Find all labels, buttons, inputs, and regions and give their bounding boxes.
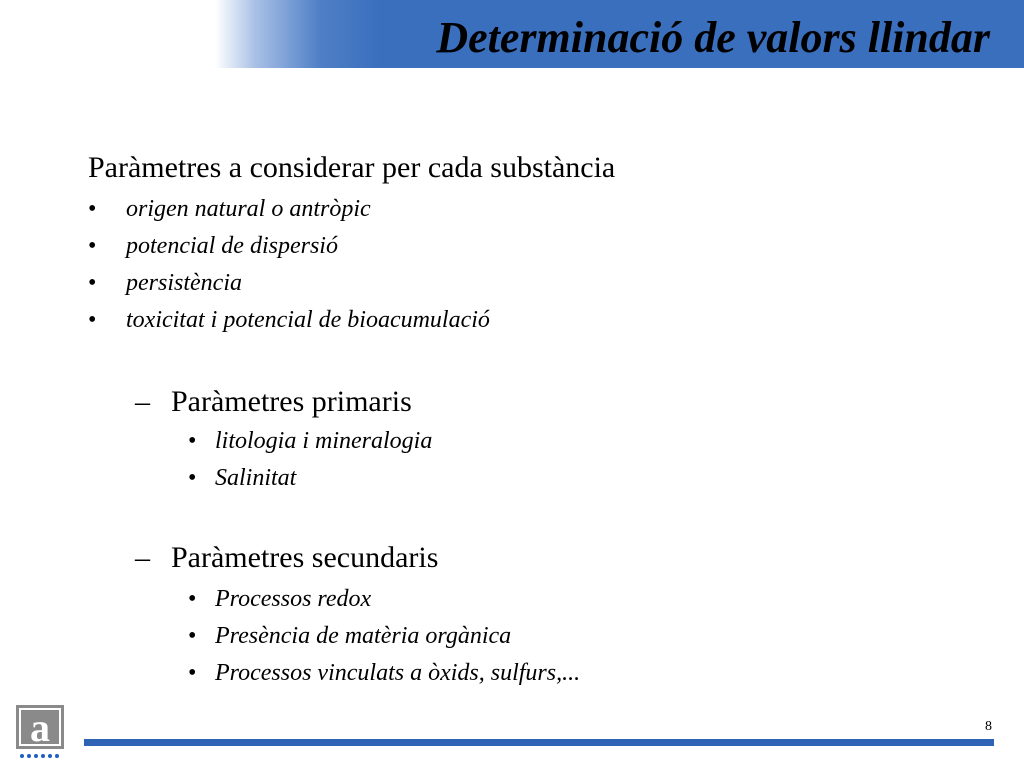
title-bar bbox=[0, 0, 1024, 68]
list-item-text: Salinitat bbox=[215, 465, 297, 491]
bullet-icon: • bbox=[88, 196, 97, 222]
list-item-text: Processos redox bbox=[215, 586, 372, 612]
bullet-icon: • bbox=[188, 465, 197, 491]
list-item bbox=[88, 194, 490, 231]
content-heading: Paràmetres a considerar per cada substància bbox=[88, 151, 616, 184]
list-item-text: Processos vinculats a òxids, sulfurs,... bbox=[215, 660, 581, 686]
section-label: Paràmetres primaris bbox=[171, 385, 412, 418]
list-item bbox=[188, 426, 432, 463]
list-item bbox=[88, 305, 490, 342]
section-secondary-heading bbox=[135, 538, 438, 578]
bullet-icon: • bbox=[188, 586, 197, 612]
list-item bbox=[188, 463, 432, 500]
list-item bbox=[188, 658, 580, 695]
bullet-icon: • bbox=[188, 428, 197, 454]
list-item-text: Presència de matèria orgànica bbox=[215, 623, 512, 649]
section-label: Paràmetres secundaris bbox=[171, 541, 439, 574]
list-item-text: origen natural o antròpic bbox=[126, 196, 371, 222]
dash-icon: – bbox=[135, 541, 150, 574]
dash-icon: – bbox=[135, 385, 150, 418]
bullet-icon: • bbox=[88, 270, 97, 296]
page-number: 8 bbox=[985, 719, 992, 734]
parameter-list bbox=[88, 194, 490, 342]
list-item bbox=[188, 584, 580, 621]
primary-parameter-list bbox=[188, 426, 432, 500]
list-item-text: toxicitat i potencial de bioacumulació bbox=[126, 307, 490, 333]
list-item-text: litologia i mineralogia bbox=[215, 428, 433, 454]
bullet-icon: • bbox=[88, 233, 97, 259]
section-primary-heading bbox=[135, 382, 412, 422]
footer-divider bbox=[84, 739, 994, 746]
list-item-text: persistència bbox=[126, 270, 242, 296]
bullet-icon: • bbox=[188, 660, 197, 686]
secondary-parameter-list bbox=[188, 584, 580, 695]
bullet-icon: • bbox=[188, 623, 197, 649]
list-item bbox=[88, 231, 490, 268]
a-letter-logo-icon bbox=[16, 705, 64, 760]
list-item bbox=[188, 621, 580, 658]
list-item-text: potencial de dispersió bbox=[126, 233, 338, 259]
list-item bbox=[88, 268, 490, 305]
svg-text:a: a bbox=[30, 705, 50, 750]
slide-title: Determinació de valors llindar bbox=[436, 13, 990, 62]
bullet-icon: • bbox=[88, 307, 97, 333]
